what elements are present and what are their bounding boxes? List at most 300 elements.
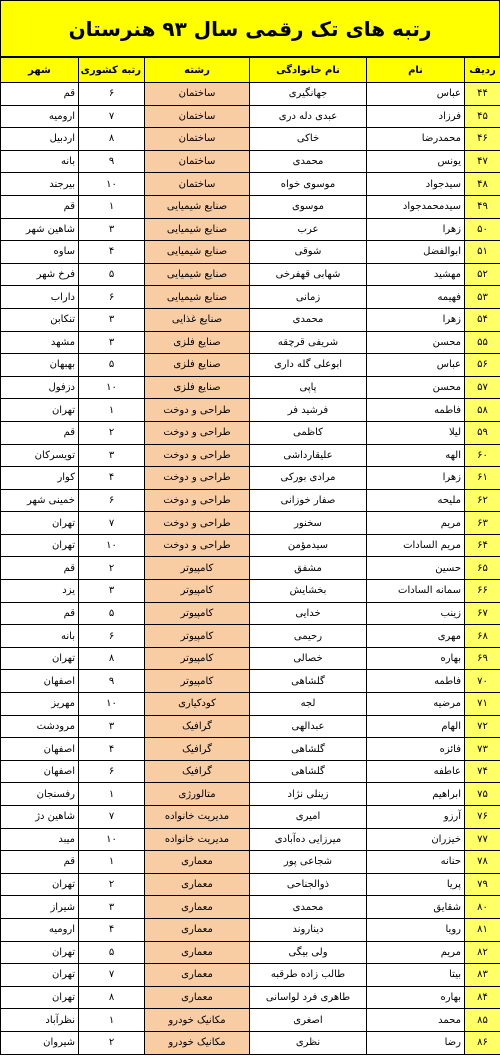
cell-city: قم: [1, 421, 79, 444]
table-row: [1, 195, 500, 218]
cell-city: مشهد: [1, 331, 79, 354]
cell-national-rank: ۵: [79, 263, 145, 286]
cell-national-rank: ۳: [79, 331, 145, 354]
cell-name: مریم السادات: [367, 534, 465, 557]
cell-rank: ۷۱: [465, 693, 500, 716]
cell-field: گرافیک: [145, 738, 250, 761]
cell-national-rank: ۴: [79, 467, 145, 490]
table-row: [1, 308, 500, 331]
cell-name: سیدجواد: [367, 173, 465, 196]
cell-rank: ۵۱: [465, 241, 500, 264]
cell-city: فرخ شهر: [1, 263, 79, 286]
cell-national-rank: ۱: [79, 851, 145, 874]
cell-name: محسن: [367, 331, 465, 354]
cell-national-rank: ۱۰: [79, 828, 145, 851]
cell-city: تهران: [1, 512, 79, 535]
cell-field: کامپیوتر: [145, 670, 250, 693]
cell-rank: ۵۴: [465, 308, 500, 331]
cell-rank: ۷۸: [465, 851, 500, 874]
cell-family: عرب: [250, 218, 367, 241]
cell-name: مهری: [367, 625, 465, 648]
cell-city: قم: [1, 83, 79, 106]
cell-name: عاطفه: [367, 760, 465, 783]
cell-national-rank: ۶: [79, 83, 145, 106]
cell-city: تهران: [1, 964, 79, 987]
cell-rank: ۷۴: [465, 760, 500, 783]
cell-national-rank: ۷: [79, 964, 145, 987]
cell-name: فهیمه: [367, 286, 465, 309]
cell-family: عبدی دله دری: [250, 105, 367, 128]
cell-national-rank: ۳: [79, 444, 145, 467]
cell-city: رفسنجان: [1, 783, 79, 806]
cell-rank: ۶۷: [465, 602, 500, 625]
table-row: [1, 173, 500, 196]
cell-national-rank: ۵: [79, 602, 145, 625]
cell-national-rank: ۵: [79, 941, 145, 964]
cell-city: قم: [1, 195, 79, 218]
cell-national-rank: ۲: [79, 873, 145, 896]
table-row: [1, 918, 500, 941]
cell-field: کودکیاری: [145, 693, 250, 716]
cell-field: گرافیک: [145, 760, 250, 783]
cell-name: سیدمحمدجواد: [367, 195, 465, 218]
cell-city: تهران: [1, 647, 79, 670]
cell-field: معماری: [145, 873, 250, 896]
cell-national-rank: ۳: [79, 308, 145, 331]
cell-name: مرضیه: [367, 693, 465, 716]
cell-field: کامپیوتر: [145, 647, 250, 670]
table-row: [1, 670, 500, 693]
cell-rank: ۶۱: [465, 467, 500, 490]
table-row: [1, 851, 500, 874]
cell-rank: ۴۶: [465, 128, 500, 151]
table-row: [1, 896, 500, 919]
table-row: [1, 693, 500, 716]
cell-name: فاطمه: [367, 399, 465, 422]
cell-field: طراحی و دوخت: [145, 467, 250, 490]
table-row: [1, 331, 500, 354]
cell-city: اردبیل: [1, 128, 79, 151]
cell-family: محمدی: [250, 896, 367, 919]
cell-family: ابوعلی گله داری: [250, 354, 367, 377]
cell-name: عباس: [367, 354, 465, 377]
table-row: [1, 941, 500, 964]
cell-national-rank: ۲: [79, 1031, 145, 1054]
table-row: [1, 602, 500, 625]
cell-national-rank: ۷: [79, 512, 145, 535]
cell-national-rank: ۲: [79, 557, 145, 580]
cell-rank: ۸۳: [465, 964, 500, 987]
table-row: [1, 986, 500, 1009]
cell-national-rank: ۱۰: [79, 693, 145, 716]
cell-name: حسین: [367, 557, 465, 580]
cell-city: شاهین دژ: [1, 806, 79, 829]
cell-national-rank: ۹: [79, 670, 145, 693]
cell-field: طراحی و دوخت: [145, 399, 250, 422]
cell-national-rank: ۴: [79, 918, 145, 941]
cell-family: زمانی: [250, 286, 367, 309]
cell-national-rank: ۸: [79, 128, 145, 151]
cell-city: مرودشت: [1, 715, 79, 738]
table-row: [1, 783, 500, 806]
cell-national-rank: ۶: [79, 625, 145, 648]
cell-city: قم: [1, 557, 79, 580]
cell-national-rank: ۶: [79, 760, 145, 783]
cell-rank: ۶۴: [465, 534, 500, 557]
cell-field: طراحی و دوخت: [145, 444, 250, 467]
cell-national-rank: ۲: [79, 421, 145, 444]
cell-name: زهرا: [367, 218, 465, 241]
cell-name: آرزو: [367, 806, 465, 829]
table-row: [1, 150, 500, 173]
cell-name: ملیحه: [367, 489, 465, 512]
table-row: [1, 83, 500, 106]
cell-name: یونس: [367, 150, 465, 173]
cell-name: بیتا: [367, 964, 465, 987]
cell-rank: ۸۵: [465, 1009, 500, 1032]
cell-national-rank: ۴: [79, 738, 145, 761]
cell-family: گلشاهی: [250, 760, 367, 783]
cell-family: شجاعی پور: [250, 851, 367, 874]
cell-family: علیقارداشی: [250, 444, 367, 467]
cell-family: خصالی: [250, 647, 367, 670]
cell-field: صنایع شیمیایی: [145, 218, 250, 241]
table-row: [1, 534, 500, 557]
table-row: [1, 354, 500, 377]
cell-field: طراحی و دوخت: [145, 534, 250, 557]
cell-city: تهران: [1, 873, 79, 896]
cell-national-rank: ۱۰: [79, 376, 145, 399]
cell-city: دزفول: [1, 376, 79, 399]
cell-rank: ۸۱: [465, 918, 500, 941]
cell-rank: ۶۲: [465, 489, 500, 512]
cell-rank: ۵۹: [465, 421, 500, 444]
cell-family: شهابی قهفرخی: [250, 263, 367, 286]
cell-national-rank: ۳: [79, 715, 145, 738]
cell-field: کامپیوتر: [145, 602, 250, 625]
header-national-rank: رتبه کشوری: [79, 58, 145, 83]
table-row: [1, 828, 500, 851]
table-row: [1, 647, 500, 670]
cell-city: قم: [1, 851, 79, 874]
cell-family: اصغری: [250, 1009, 367, 1032]
cell-city: شیروان: [1, 1031, 79, 1054]
cell-city: شاهین شهر: [1, 218, 79, 241]
cell-city: قم: [1, 602, 79, 625]
cell-city: تهران: [1, 941, 79, 964]
table-row: [1, 376, 500, 399]
cell-family: سیدمؤمن: [250, 534, 367, 557]
header-city: شهر: [1, 58, 79, 83]
cell-field: متالورژی: [145, 783, 250, 806]
cell-family: بخشایش: [250, 580, 367, 603]
table-row: [1, 512, 500, 535]
cell-rank: ۸۲: [465, 941, 500, 964]
cell-family: فرشید فر: [250, 399, 367, 422]
cell-city: تهران: [1, 399, 79, 422]
cell-city: بیرجند: [1, 173, 79, 196]
table-row: [1, 964, 500, 987]
table-row: [1, 738, 500, 761]
cell-rank: ۸۰: [465, 896, 500, 919]
cell-name: مهشید: [367, 263, 465, 286]
cell-field: صنایع فلزی: [145, 331, 250, 354]
cell-national-rank: ۳: [79, 580, 145, 603]
cell-family: صفار خوزانی: [250, 489, 367, 512]
cell-city: تهران: [1, 534, 79, 557]
table-row: [1, 873, 500, 896]
cell-field: کامپیوتر: [145, 557, 250, 580]
results-table: [0, 57, 500, 1055]
cell-national-rank: ۷: [79, 105, 145, 128]
cell-rank: ۵۵: [465, 331, 500, 354]
cell-rank: ۷۳: [465, 738, 500, 761]
header-name: نام: [367, 58, 465, 83]
cell-name: سمانه السادات: [367, 580, 465, 603]
cell-national-rank: ۱۰: [79, 534, 145, 557]
table-row: [1, 263, 500, 286]
cell-rank: ۶۳: [465, 512, 500, 535]
cell-city: بانه: [1, 625, 79, 648]
cell-family: ذوالجناحی: [250, 873, 367, 896]
cell-city: شیراز: [1, 896, 79, 919]
cell-name: رویا: [367, 918, 465, 941]
table-row: [1, 241, 500, 264]
cell-field: گرافیک: [145, 715, 250, 738]
cell-field: ساختمان: [145, 128, 250, 151]
cell-rank: ۵۸: [465, 399, 500, 422]
cell-rank: ۶۸: [465, 625, 500, 648]
table-row: [1, 557, 500, 580]
cell-field: صنایع فلزی: [145, 376, 250, 399]
cell-name: محسن: [367, 376, 465, 399]
cell-national-rank: ۳: [79, 218, 145, 241]
cell-name: الهام: [367, 715, 465, 738]
cell-name: ابراهیم: [367, 783, 465, 806]
table-header-row: [1, 58, 500, 83]
table-row: [1, 444, 500, 467]
cell-city: یزد: [1, 580, 79, 603]
cell-name: بهاره: [367, 647, 465, 670]
cell-family: ولی بیگی: [250, 941, 367, 964]
cell-city: ساوه: [1, 241, 79, 264]
cell-field: ساختمان: [145, 173, 250, 196]
cell-field: ساختمان: [145, 105, 250, 128]
cell-family: پاپی: [250, 376, 367, 399]
table-row: [1, 128, 500, 151]
cell-family: طاهری فرد لواسانی: [250, 986, 367, 1009]
cell-family: شریفی قرچقه: [250, 331, 367, 354]
cell-family: مرادی بورکی: [250, 467, 367, 490]
cell-field: صنایع شیمیایی: [145, 241, 250, 264]
cell-family: خاکی: [250, 128, 367, 151]
cell-family: لجه: [250, 693, 367, 716]
cell-city: ارومیه: [1, 918, 79, 941]
cell-rank: ۶۹: [465, 647, 500, 670]
cell-rank: ۷۲: [465, 715, 500, 738]
cell-family: طالب زاده طرقبه: [250, 964, 367, 987]
cell-name: لیلا: [367, 421, 465, 444]
cell-national-rank: ۱: [79, 1009, 145, 1032]
cell-field: معماری: [145, 918, 250, 941]
cell-field: معماری: [145, 896, 250, 919]
cell-name: حنانه: [367, 851, 465, 874]
cell-field: مکانیک خودرو: [145, 1031, 250, 1054]
cell-national-rank: ۴: [79, 241, 145, 264]
cell-field: کامپیوتر: [145, 580, 250, 603]
cell-field: ساختمان: [145, 150, 250, 173]
cell-family: مشفق: [250, 557, 367, 580]
cell-rank: ۵۰: [465, 218, 500, 241]
cell-field: طراحی و دوخت: [145, 512, 250, 535]
cell-national-rank: ۷: [79, 806, 145, 829]
cell-national-rank: ۸: [79, 647, 145, 670]
cell-name: فاطمه: [367, 670, 465, 693]
cell-name: شقایق: [367, 896, 465, 919]
cell-name: فائزه: [367, 738, 465, 761]
cell-field: مکانیک خودرو: [145, 1009, 250, 1032]
cell-national-rank: ۳: [79, 896, 145, 919]
cell-rank: ۴۷: [465, 150, 500, 173]
table-row: [1, 399, 500, 422]
cell-national-rank: ۶: [79, 489, 145, 512]
cell-field: صنایع شیمیایی: [145, 195, 250, 218]
cell-city: اصفهان: [1, 738, 79, 761]
cell-national-rank: ۱: [79, 195, 145, 218]
header-field: رشته: [145, 58, 250, 83]
table-row: [1, 715, 500, 738]
cell-family: امیری: [250, 806, 367, 829]
cell-rank: ۴۸: [465, 173, 500, 196]
cell-national-rank: ۱: [79, 399, 145, 422]
table-row: [1, 105, 500, 128]
cell-rank: ۴۵: [465, 105, 500, 128]
table-row: [1, 760, 500, 783]
cell-family: گلشاهی: [250, 670, 367, 693]
table-row: [1, 286, 500, 309]
cell-family: دیناروند: [250, 918, 367, 941]
cell-rank: ۵۲: [465, 263, 500, 286]
cell-family: محمدی: [250, 308, 367, 331]
cell-field: صنایع شیمیایی: [145, 286, 250, 309]
cell-family: رحیمی: [250, 625, 367, 648]
cell-city: بهبهان: [1, 354, 79, 377]
cell-field: صنایع شیمیایی: [145, 263, 250, 286]
cell-name: رضا: [367, 1031, 465, 1054]
table-row: [1, 580, 500, 603]
table-body: [1, 83, 500, 1055]
cell-field: کامپیوتر: [145, 625, 250, 648]
cell-field: معماری: [145, 964, 250, 987]
cell-field: معماری: [145, 986, 250, 1009]
cell-name: خیزران: [367, 828, 465, 851]
cell-family: زینلی نژاد: [250, 783, 367, 806]
cell-rank: ۷۹: [465, 873, 500, 896]
cell-national-rank: ۵: [79, 354, 145, 377]
table-row: [1, 1009, 500, 1032]
cell-name: پریا: [367, 873, 465, 896]
cell-national-rank: ۱: [79, 783, 145, 806]
cell-family: کاظمی: [250, 421, 367, 444]
cell-field: صنایع غذایی: [145, 308, 250, 331]
header-rank: ردیف: [465, 58, 500, 83]
table-row: [1, 467, 500, 490]
cell-city: خمینی شهر: [1, 489, 79, 512]
cell-field: معماری: [145, 851, 250, 874]
cell-national-rank: ۹: [79, 150, 145, 173]
cell-name: مریم: [367, 512, 465, 535]
cell-city: مهریز: [1, 693, 79, 716]
cell-field: طراحی و دوخت: [145, 489, 250, 512]
cell-name: عباس: [367, 83, 465, 106]
cell-rank: ۶۰: [465, 444, 500, 467]
cell-rank: ۵۷: [465, 376, 500, 399]
cell-family: خدایی: [250, 602, 367, 625]
cell-city: نظرآباد: [1, 1009, 79, 1032]
cell-rank: ۸۴: [465, 986, 500, 1009]
cell-city: اصفهان: [1, 670, 79, 693]
cell-rank: ۶۵: [465, 557, 500, 580]
cell-family: محمدی: [250, 150, 367, 173]
cell-name: مریم: [367, 941, 465, 964]
cell-city: اصفهان: [1, 760, 79, 783]
cell-city: تنکابن: [1, 308, 79, 331]
cell-family: سخنور: [250, 512, 367, 535]
cell-national-rank: ۶: [79, 286, 145, 309]
cell-national-rank: ۸: [79, 986, 145, 1009]
cell-name: زهرا: [367, 467, 465, 490]
cell-name: ابوالفضل: [367, 241, 465, 264]
cell-name: بهاره: [367, 986, 465, 1009]
cell-field: صنایع فلزی: [145, 354, 250, 377]
table-row: [1, 806, 500, 829]
cell-family: نظری: [250, 1031, 367, 1054]
cell-rank: ۷۰: [465, 670, 500, 693]
cell-field: ساختمان: [145, 83, 250, 106]
table-row: [1, 1031, 500, 1054]
cell-family: عبدالهی: [250, 715, 367, 738]
cell-rank: ۵۶: [465, 354, 500, 377]
cell-city: بانه: [1, 150, 79, 173]
cell-national-rank: ۱۰: [79, 173, 145, 196]
cell-family: شوقی: [250, 241, 367, 264]
cell-name: زهرا: [367, 308, 465, 331]
cell-city: تویسرکان: [1, 444, 79, 467]
cell-name: الهه: [367, 444, 465, 467]
cell-rank: ۴۴: [465, 83, 500, 106]
cell-city: تهران: [1, 986, 79, 1009]
table-row: [1, 218, 500, 241]
cell-family: گلشاهی: [250, 738, 367, 761]
table-row: [1, 625, 500, 648]
cell-rank: ۶۶: [465, 580, 500, 603]
cell-rank: ۷۵: [465, 783, 500, 806]
cell-rank: ۸۶: [465, 1031, 500, 1054]
cell-city: داراب: [1, 286, 79, 309]
cell-city: ارومیه: [1, 105, 79, 128]
cell-rank: ۷۷: [465, 828, 500, 851]
cell-family: موسوی خواه: [250, 173, 367, 196]
cell-field: طراحی و دوخت: [145, 421, 250, 444]
cell-name: محمدرضا: [367, 128, 465, 151]
cell-family: میرزایی ده‌آبادی: [250, 828, 367, 851]
cell-name: فرزاد: [367, 105, 465, 128]
cell-rank: ۷۶: [465, 806, 500, 829]
cell-family: جهانگیری: [250, 83, 367, 106]
cell-family: موسوی: [250, 195, 367, 218]
cell-city: میبد: [1, 828, 79, 851]
header-family: نام خانوادگی: [250, 58, 367, 83]
